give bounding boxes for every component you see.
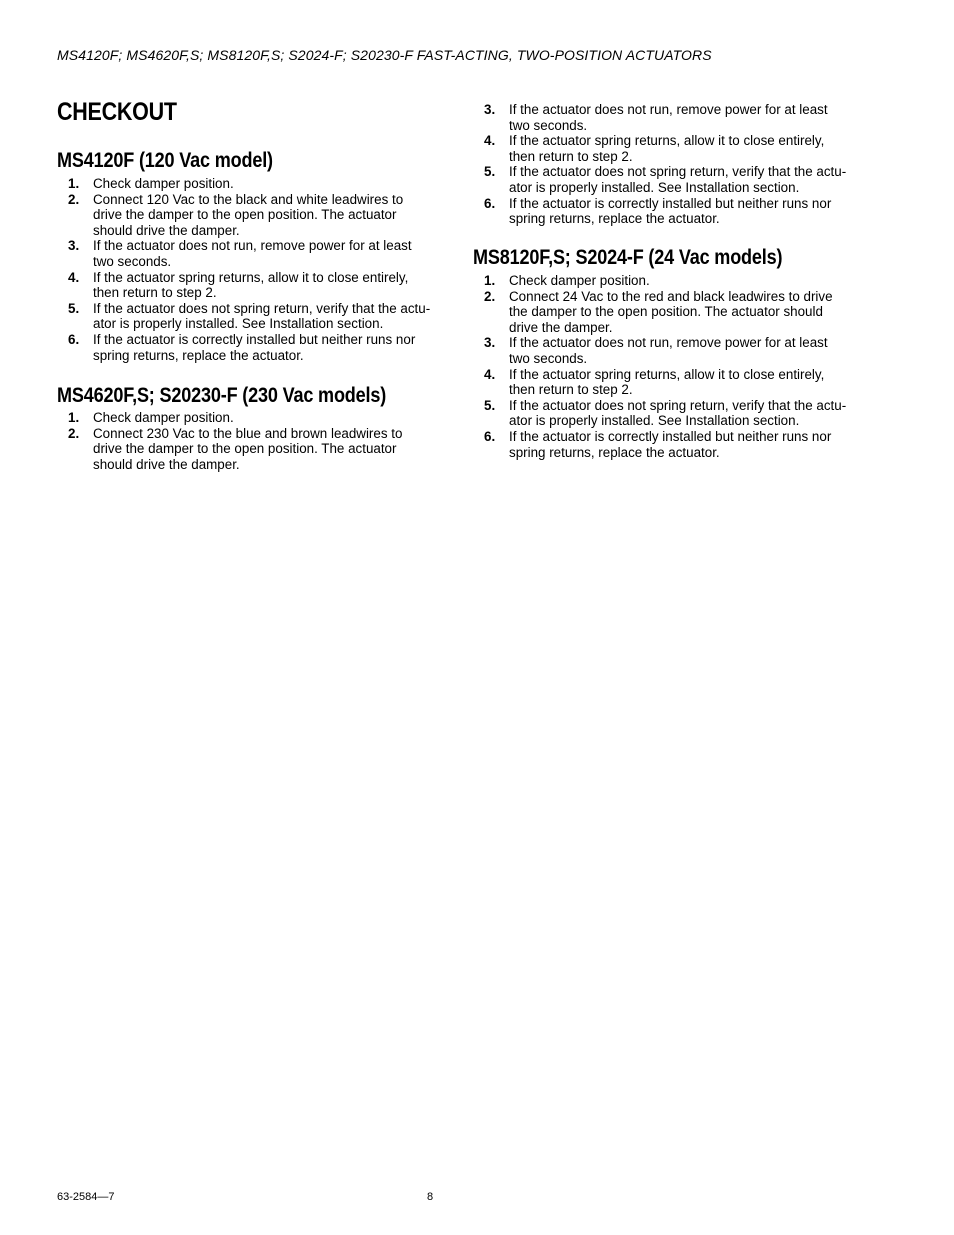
- list-item: [473, 335, 868, 366]
- step-number: 6.: [484, 195, 496, 211]
- step-text-line: Connect 230 Vac to the blue and brown leadwires to: [93, 425, 403, 441]
- step-text-line: If the actuator is correctly installed but neither runs nor: [509, 428, 832, 444]
- step-text-line: spring returns, replace the actuator.: [509, 211, 720, 227]
- step-text-line: If the actuator spring returns, allow it to close entirely,: [509, 366, 825, 382]
- step-text-line: If the actuator is correctly installed but neither runs nor: [509, 195, 832, 211]
- list-item: [473, 196, 868, 227]
- step-text-line: ator is properly installed. See Installation section.: [93, 316, 384, 332]
- list-item: [57, 192, 449, 239]
- footer-doc-number: 63-2584—7: [57, 1191, 115, 1203]
- step-number: 3.: [484, 335, 496, 351]
- steps-list-ms4620f: [57, 410, 449, 472]
- step-text-line: If the actuator does not run, remove power for at least: [509, 335, 828, 351]
- step-text-line: the damper to the open position. The actuator should: [509, 304, 823, 320]
- list-item: [57, 410, 449, 426]
- step-number: 2.: [68, 425, 80, 441]
- step-text-line: ator is properly installed. See Installation section.: [509, 179, 800, 195]
- step-text-line: drive the damper to the open position. The actuator: [93, 207, 397, 223]
- step-number: 6.: [68, 331, 80, 347]
- step-text-line: Connect 120 Vac to the black and white leadwires to: [93, 191, 404, 207]
- step-number: 1.: [484, 273, 496, 288]
- step-text-line: If the actuator does not run, remove power for at least: [93, 238, 412, 254]
- list-item: [57, 176, 449, 192]
- step-number: 1.: [68, 410, 80, 425]
- list-item: [473, 398, 868, 429]
- section-heading-ms4120f: MS4120F (120 Vac model): [57, 149, 273, 172]
- step-text-line: spring returns, replace the actuator.: [509, 444, 720, 460]
- running-header: MS4120F; MS4620F,S; MS8120F,S; S2024-F; S20230-F FAST-ACTING, TWO-POSITION ACTUATORS: [57, 47, 712, 63]
- step-number: 6.: [484, 428, 496, 444]
- step-number: 5.: [484, 397, 496, 413]
- step-text-line: Check damper position.: [93, 410, 234, 425]
- step-text-line: If the actuator does not run, remove power for at least: [509, 102, 828, 117]
- step-text-line: If the actuator does not spring return, verify that the actu-: [509, 164, 847, 180]
- list-item: [57, 238, 449, 269]
- list-item: [473, 367, 868, 398]
- step-text-line: drive the damper.: [509, 319, 613, 335]
- footer-page-number: 8: [427, 1191, 434, 1203]
- step-number: 5.: [68, 300, 80, 316]
- step-number: 2.: [484, 288, 496, 304]
- step-text-line: two seconds.: [93, 253, 172, 269]
- step-number: 1.: [68, 176, 80, 191]
- step-number: 2.: [68, 191, 80, 207]
- section-heading-ms4620f: MS4620F,S; S20230-F (230 Vac models): [57, 384, 387, 407]
- step-text-line: Check damper position.: [509, 273, 650, 288]
- step-text-line: If the actuator does not spring return, verify that the actu-: [509, 397, 847, 413]
- step-text-line: If the actuator is correctly installed but neither runs nor: [93, 331, 416, 347]
- list-item: [473, 289, 868, 336]
- list-item: [57, 270, 449, 301]
- list-item: [473, 164, 868, 195]
- step-text-line: ator is properly installed. See Installation section.: [509, 413, 800, 429]
- step-text-line: Check damper position.: [93, 176, 234, 191]
- list-item: [57, 426, 449, 473]
- list-item: [473, 273, 868, 289]
- step-number: 4.: [68, 269, 80, 285]
- step-text-line: then return to step 2.: [509, 382, 633, 398]
- steps-list-ms4620f-continued: [473, 102, 868, 227]
- step-number: 3.: [484, 102, 496, 117]
- list-item: [473, 133, 868, 164]
- list-item: [57, 332, 449, 363]
- step-text-line: then return to step 2.: [509, 148, 633, 164]
- step-text-line: If the actuator spring returns, allow it to close entirely,: [93, 269, 409, 285]
- step-text-line: then return to step 2.: [93, 285, 217, 301]
- list-item: [473, 429, 868, 460]
- step-text-line: two seconds.: [509, 117, 588, 133]
- step-text-line: spring returns, replace the actuator.: [93, 347, 304, 363]
- steps-list-ms8120f: [473, 273, 868, 460]
- page-title: CHECKOUT: [57, 98, 177, 126]
- list-item: [473, 102, 868, 133]
- step-text-line: two seconds.: [509, 350, 588, 366]
- step-text-line: If the actuator spring returns, allow it to close entirely,: [509, 133, 825, 149]
- step-text-line: If the actuator does not spring return, verify that the actu-: [93, 300, 431, 316]
- step-number: 4.: [484, 133, 496, 149]
- step-number: 3.: [68, 238, 80, 254]
- section-heading-ms8120f: MS8120F,S; S2024-F (24 Vac models): [473, 246, 783, 269]
- list-item: [57, 301, 449, 332]
- steps-list-ms4120f: [57, 176, 449, 363]
- step-number: 5.: [484, 164, 496, 180]
- step-text-line: Connect 24 Vac to the red and black leadwires to drive: [509, 288, 833, 304]
- step-text-line: should drive the damper.: [93, 456, 240, 472]
- step-text-line: drive the damper to the open position. The actuator: [93, 441, 397, 457]
- step-text-line: should drive the damper.: [93, 222, 240, 238]
- step-number: 4.: [484, 366, 496, 382]
